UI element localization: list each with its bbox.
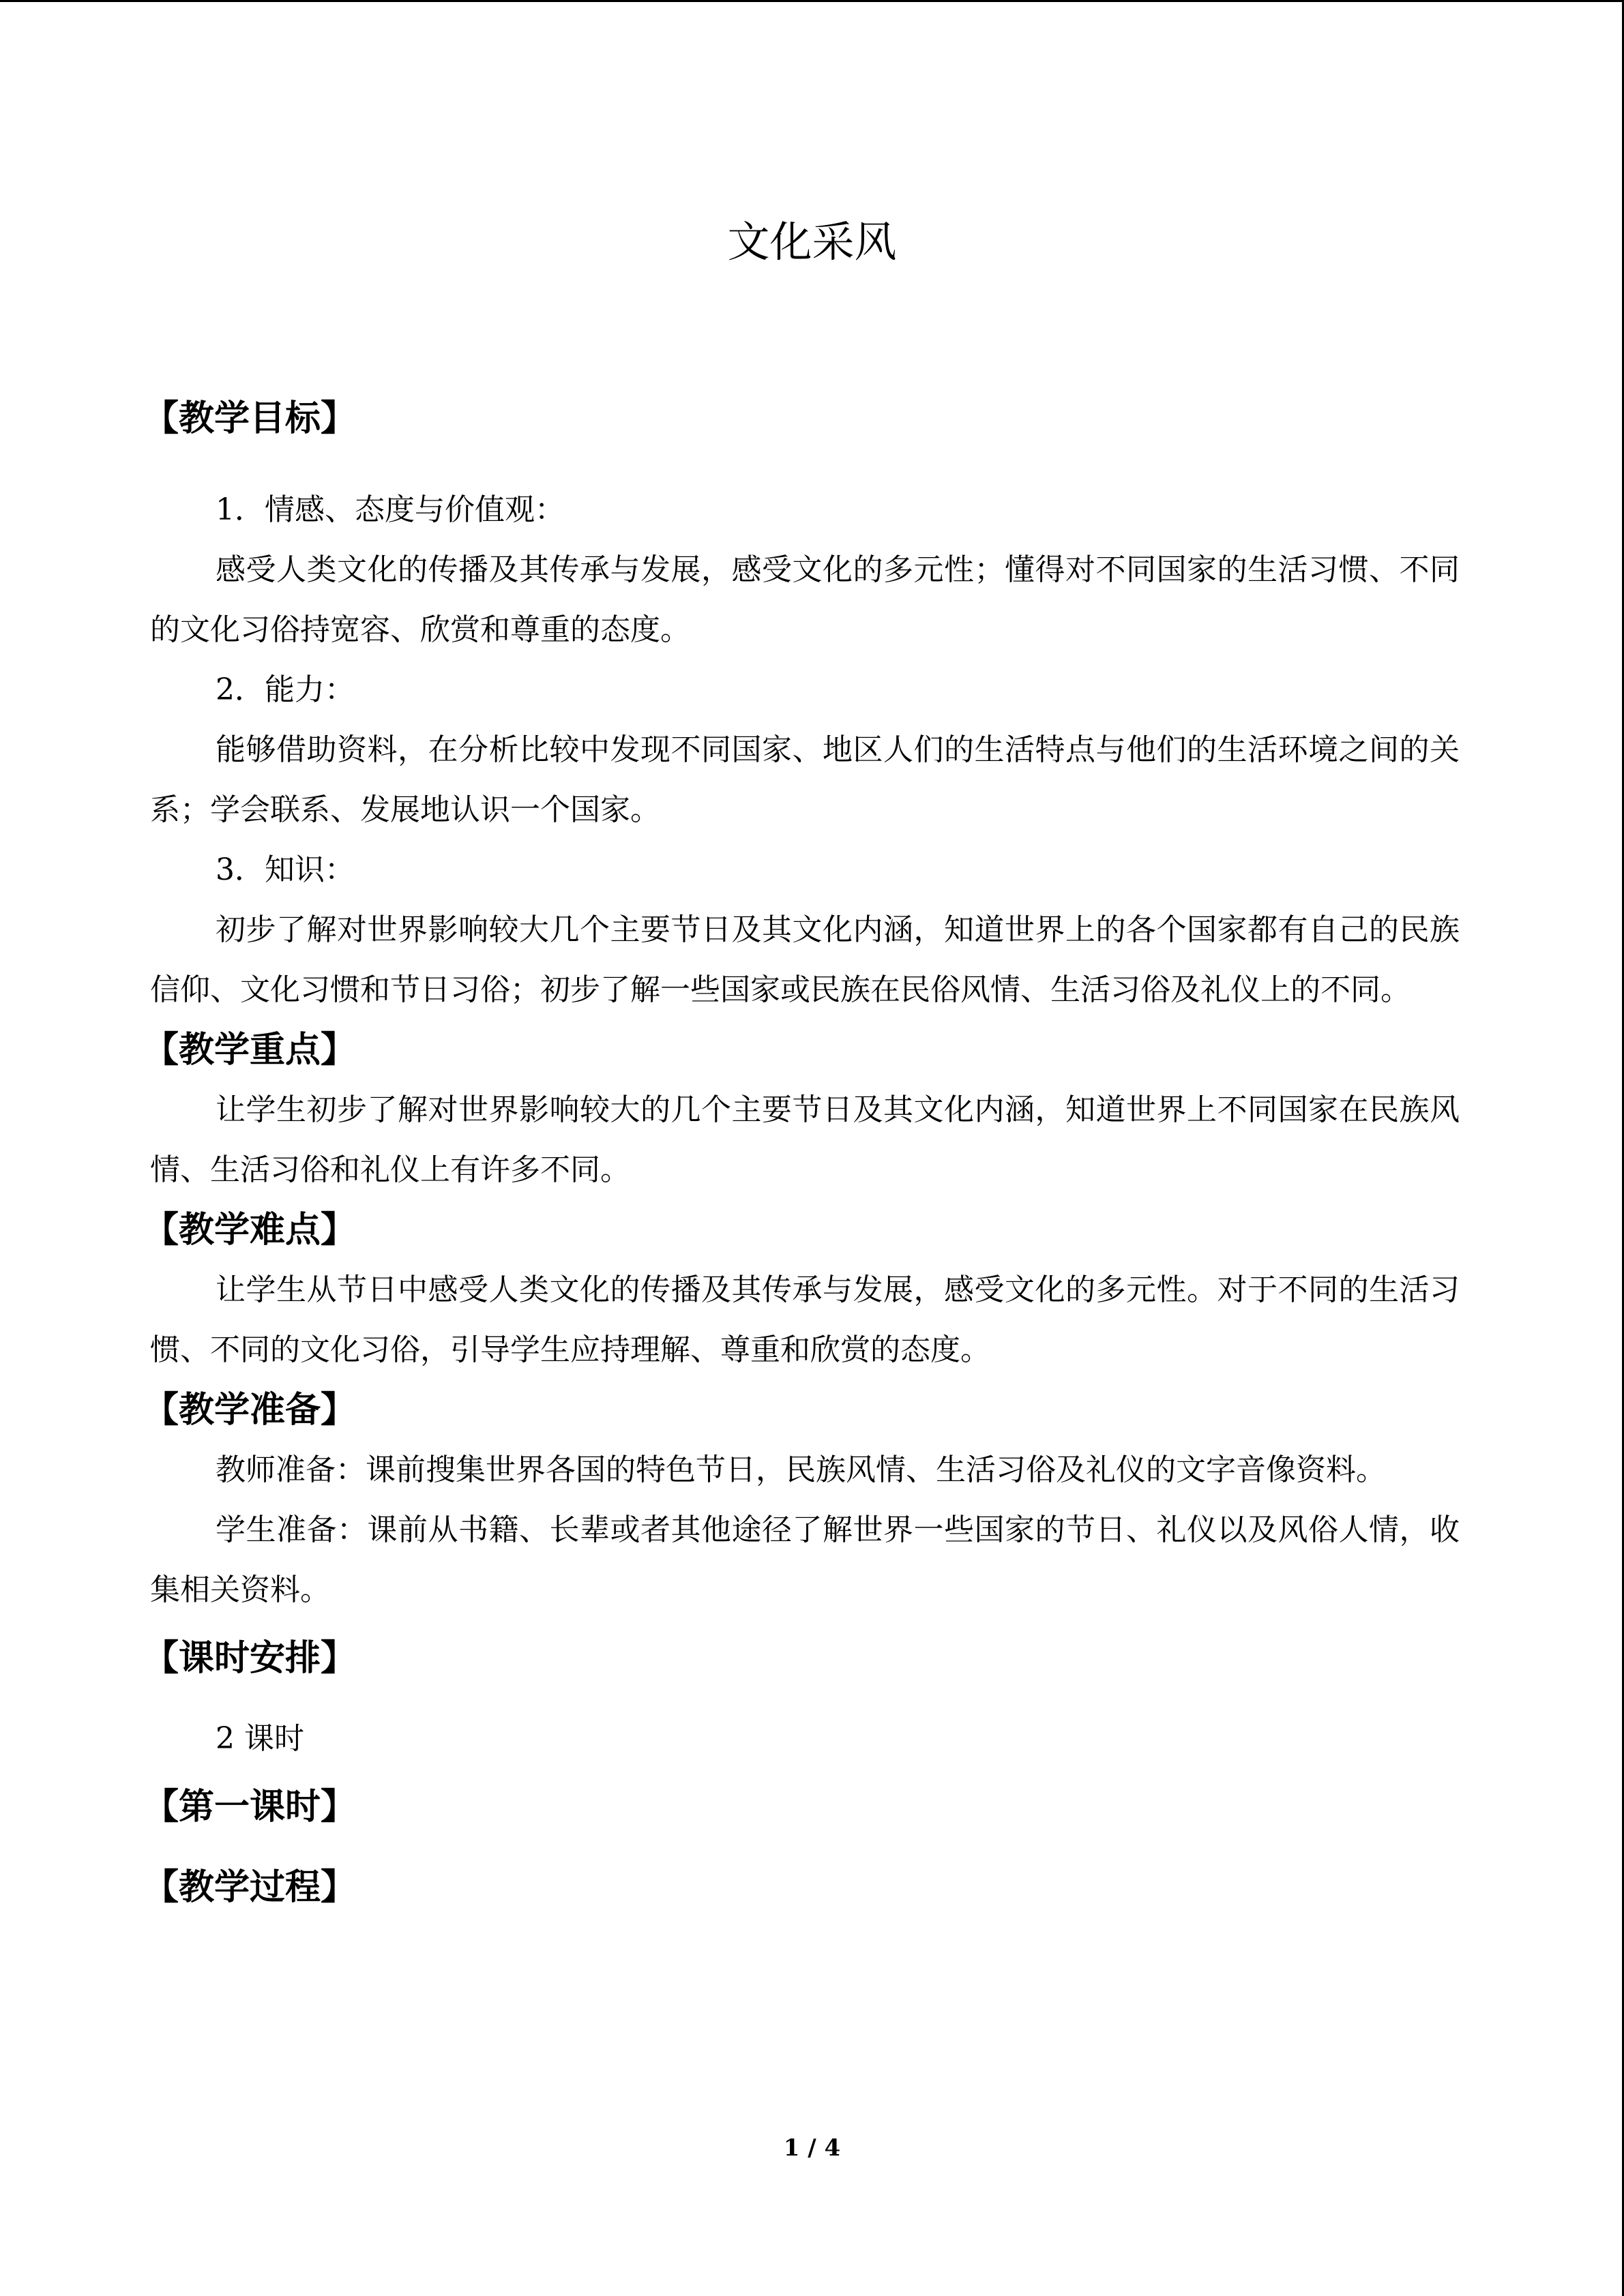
page-border-top [0,0,1624,2]
schedule-text: 2 课时 [216,1721,304,1756]
key-points-text: 让学生初步了解对世界影响较大的几个主要节日及其文化内涵，知道世界上不同国家在民族风情、生活习俗和礼仪上有许多不同。 [150,1092,1460,1187]
objective-3-text: 初步了解对世界影响较大几个主要节日及其文化内涵，知道世界上的各个国家都有自己的民族信仰、文化习惯和节日习俗；初步了解一些国家或民族在民俗风情、生活习俗及礼仪上的不同。 [150,912,1460,1007]
teacher-preparation-text: 教师准备：课前搜集世界各国的特色节日，民族风情、生活习俗及礼仪的文字音像资料。 [216,1452,1386,1487]
page-title: 文化采风 [727,217,897,267]
heading-preparation: 【教学准备】 [143,1389,357,1431]
page-number: 1 / 4 [783,2134,841,2162]
heading-schedule: 【课时安排】 [143,1637,357,1679]
heading-process: 【教学过程】 [143,1866,357,1908]
objective-2-text: 能够借助资料，在分析比较中发现不同国家、地区人们的生活特点与他们的生活环境之间的关系；学会联系、发展地认识一个国家。 [150,732,1460,827]
objective-1-text: 感受人类文化的传播及其传承与发展，感受文化的多元性；懂得对不同国家的生活习惯、不同的文化习俗持宽容、欣赏和尊重的态度。 [150,552,1460,647]
document-body [143,389,1460,1918]
heading-difficulties: 【教学难点】 [143,1209,357,1251]
heading-lesson-1: 【第一课时】 [143,1786,357,1828]
objective-2-label: 2．能力： [216,672,355,707]
objective-3-label: 3．知识： [216,852,355,887]
student-preparation-text: 学生准备：课前从书籍、长辈或者其他途径了解世界一些国家的节日、礼仪以及风俗人情，收集相关资料。 [150,1512,1460,1607]
heading-objectives: 【教学目标】 [143,398,357,439]
objective-1-label: 1．情感、态度与价值观： [216,492,565,527]
heading-key-points: 【教学重点】 [143,1029,357,1071]
difficulties-text: 让学生从节日中感受人类文化的传播及其传承与发展，感受文化的多元性。对于不同的生活习惯、不同的文化习俗，引导学生应持理解、尊重和欣赏的态度。 [150,1272,1460,1367]
